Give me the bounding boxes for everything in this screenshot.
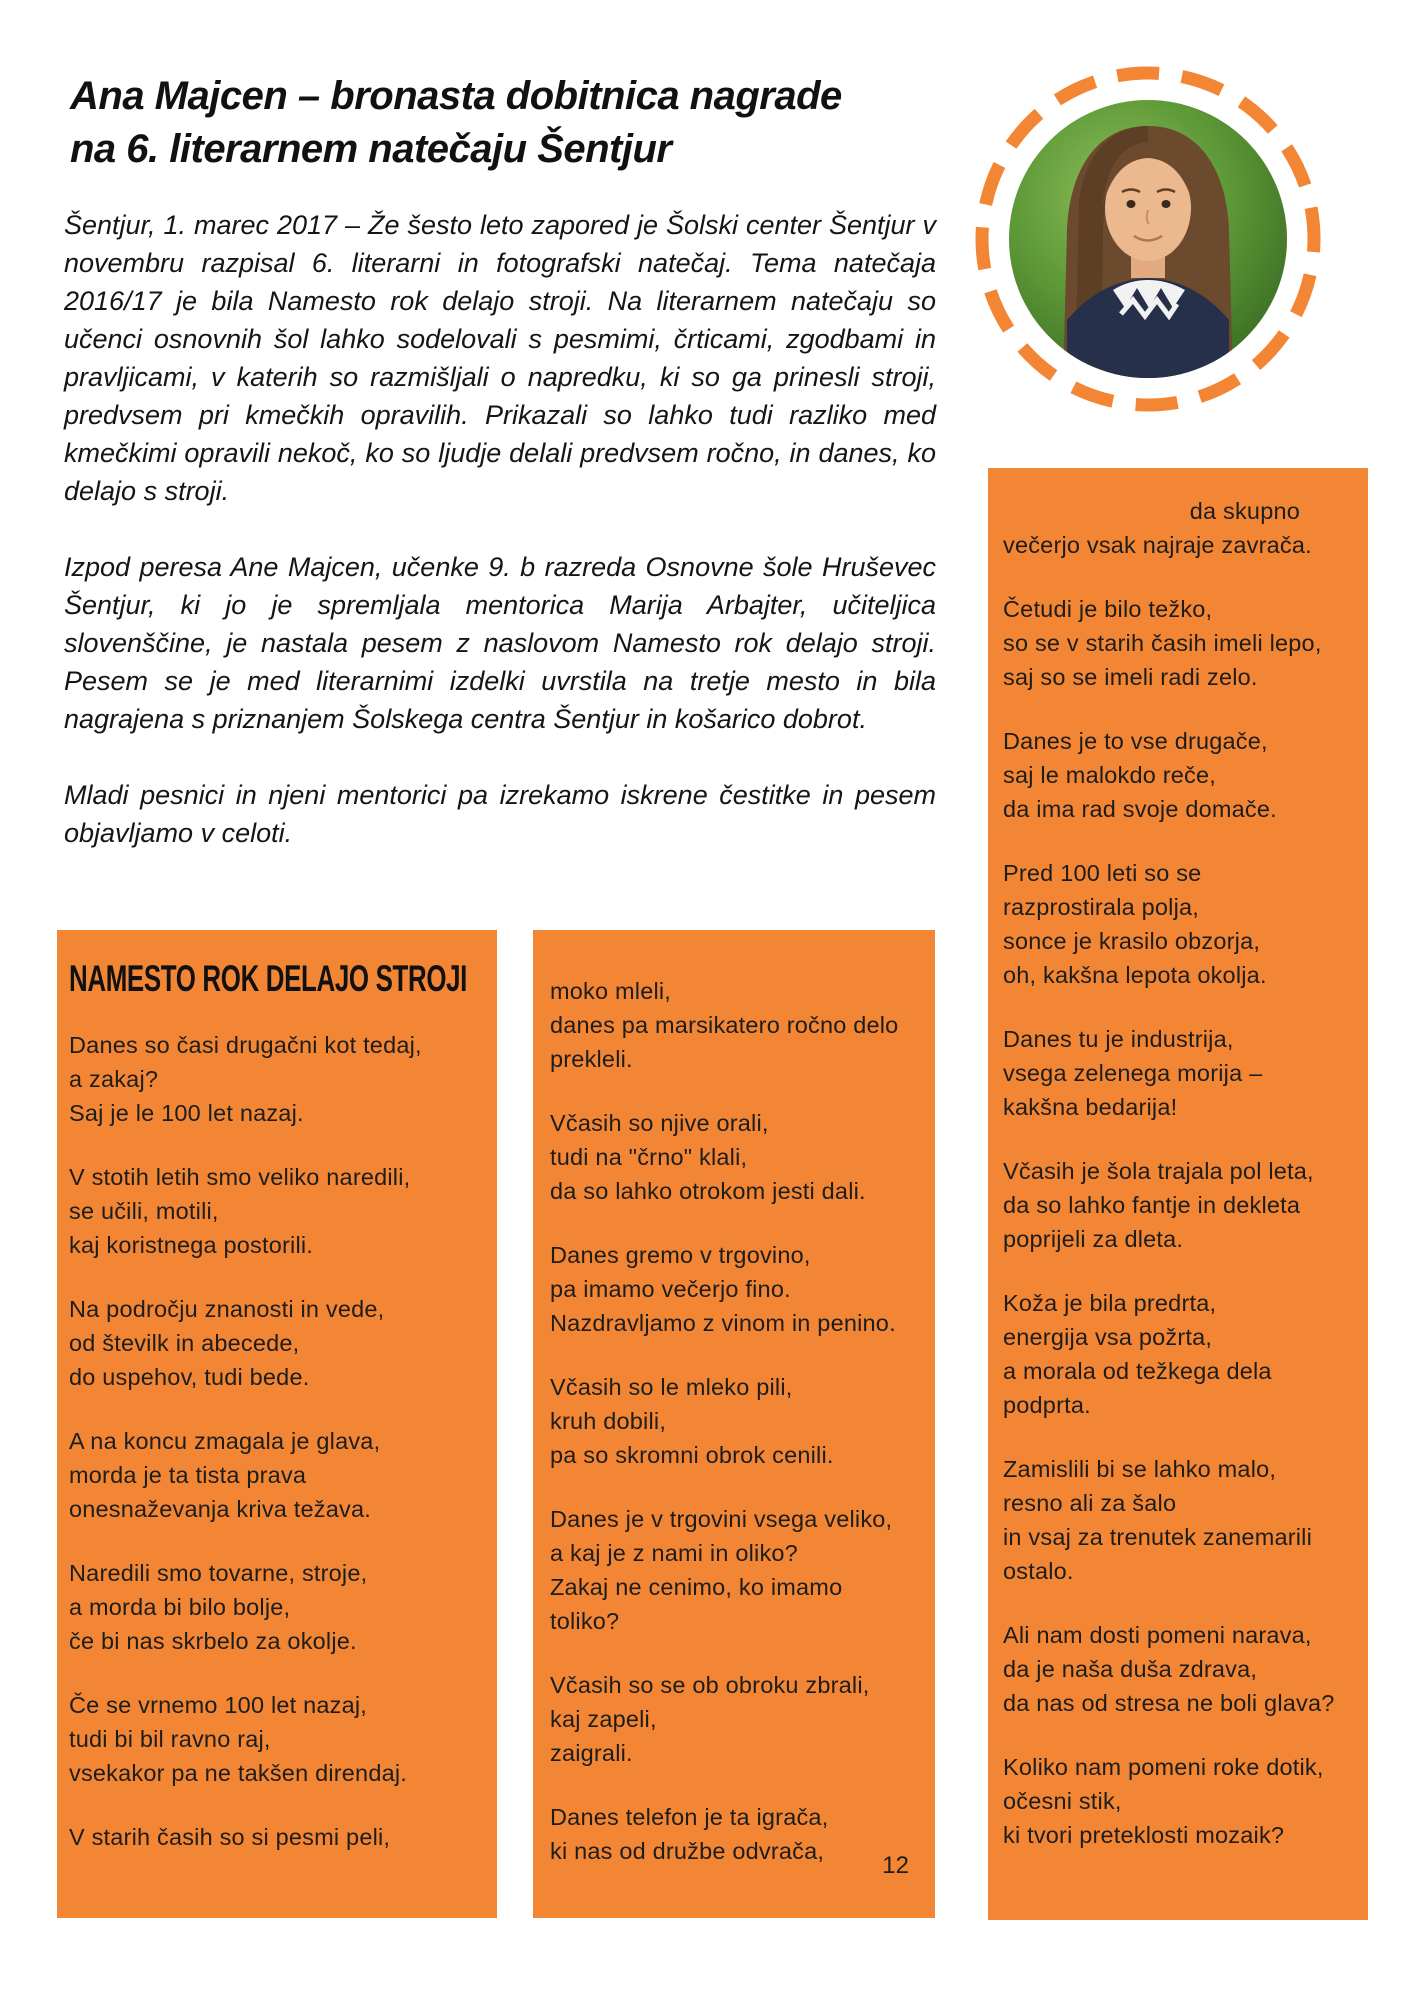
poem-line: a morala od težkega dela	[1003, 1358, 1272, 1384]
poem-line: ki nas od družbe odvrača,	[550, 1838, 825, 1864]
stanza	[550, 1370, 925, 1472]
poem-line: večerjo vsak najraje zavrača.	[1003, 532, 1312, 558]
poem-column-1	[69, 1028, 487, 1854]
poem-line: oh, kakšna lepota okolja.	[1003, 962, 1267, 988]
stanza	[1003, 494, 1356, 562]
stanza	[550, 1668, 925, 1770]
stanza	[550, 1106, 925, 1208]
stanza	[1003, 1750, 1356, 1852]
poem-line: če bi nas skrbelo za okolje.	[69, 1628, 357, 1654]
poem-line: Včasih je šola trajala pol leta,	[1003, 1158, 1314, 1184]
poem-line: morda je ta tista prava	[69, 1462, 307, 1488]
stanza	[1003, 1022, 1356, 1124]
poem-line: Danes gremo v trgovino,	[550, 1242, 811, 1268]
stanza	[1003, 856, 1356, 992]
poem-line: Danes so časi drugačni kot tedaj,	[69, 1032, 422, 1058]
page-title	[70, 70, 936, 176]
stanza	[550, 1502, 925, 1638]
poem-box-middle	[533, 930, 935, 1918]
portrait-image	[1003, 94, 1295, 386]
poem-line: da so lahko fantje in dekleta	[1003, 1192, 1301, 1218]
stanza	[1003, 1154, 1356, 1256]
poem-line: Saj je le 100 let nazaj.	[69, 1100, 304, 1126]
poem-line: in vsaj za trenutek zanemarili	[1003, 1524, 1313, 1550]
poem-line: onesnaževanja kriva težava.	[69, 1496, 371, 1522]
poem-line: ki tvori preteklosti mozaik?	[1003, 1822, 1285, 1848]
stanza	[69, 1556, 487, 1658]
poem-line: Če se vrnemo 100 let nazaj,	[69, 1692, 368, 1718]
portrait-photo	[963, 52, 1333, 422]
poem-line: A na koncu zmagala je glava,	[69, 1428, 381, 1454]
poem-line: moko mleli,	[550, 978, 672, 1004]
stanza	[550, 1800, 925, 1868]
poem-line: so se v starih časih imeli lepo,	[1003, 630, 1322, 656]
poem-line: saj so se imeli radi zelo.	[1003, 664, 1258, 690]
poem-line: podprta.	[1003, 1392, 1091, 1418]
article-paragraph: Šentjur, 1. marec 2017 – Že šesto leto zapored je Šolski center Šentjur v novembru razpisal 6. literarni in fotografski natečaj. Tema natečaja 2016/17 je bila Namesto rok delajo stroji. Na literarnem natečaju so učenci osnovnih šol lahko sodelovali s pesmimi, črticami, zgodbami in pravljicami, v katerih so razmišljali o napredku, ki so ga prinesli stroji, predvsem pri kmečkih opravilih. Prikazali so lahko tudi razliko med kmečkimi opravili nekoč, ko so ljudje delali predvsem ročno, in danes, ko delajo s stroji.	[64, 210, 936, 506]
article-paragraph: Mladi pesnici in njeni mentorici pa izrekamo iskrene čestitke in pesem objavljamo v celoti.	[64, 780, 936, 848]
poem-line: zaigrali.	[550, 1740, 633, 1766]
poem-line: Danes tu je industrija,	[1003, 1026, 1234, 1052]
poem-line: V starih časih so si pesmi peli,	[69, 1824, 391, 1850]
stanza	[69, 1160, 487, 1262]
poem-line: kaj koristnega postorili.	[69, 1232, 314, 1258]
poem-column-2	[550, 974, 925, 1868]
poem-box-right	[988, 468, 1368, 1920]
poem-line: Četudi je bilo težko,	[1003, 596, 1213, 622]
poem-line: da je naša duša zdrava,	[1003, 1656, 1258, 1682]
stanza	[69, 1688, 487, 1790]
poem-line: tudi bi bil ravno raj,	[69, 1726, 271, 1752]
poem-line: vsega zelenega morija –	[1003, 1060, 1263, 1086]
poem-line: da so lahko otrokom jesti dali.	[550, 1178, 866, 1204]
poem-line: Včasih so njive orali,	[550, 1110, 769, 1136]
poem-line: od številk in abecede,	[69, 1330, 300, 1356]
stanza	[1003, 724, 1356, 826]
poem-line: razprostirala polja,	[1003, 894, 1200, 920]
poem-line: kakšna bedarija!	[1003, 1094, 1178, 1120]
poem-line: kaj zapeli,	[550, 1706, 657, 1732]
poem-line: Včasih so se ob obroku zbrali,	[550, 1672, 870, 1698]
poem-line: Zakaj ne cenimo, ko imamo	[550, 1574, 843, 1600]
stanza	[550, 1238, 925, 1340]
poem-line: Naredili smo tovarne, stroje,	[69, 1560, 368, 1586]
poem-line: da nas od stresa ne boli glava?	[1003, 1690, 1335, 1716]
poem-line: Koliko nam pomeni roke dotik,	[1003, 1754, 1324, 1780]
poem-line: sonce je krasilo obzorja,	[1003, 928, 1261, 954]
title-line: Ana Majcen – bronasta dobitnica nagrade	[70, 74, 842, 118]
poem-line: V stotih letih smo veliko naredili,	[69, 1164, 411, 1190]
poem-line: Včasih so le mleko pili,	[550, 1374, 793, 1400]
poem-line: Nazdravljamo z vinom in penino.	[550, 1310, 896, 1336]
stanza	[1003, 1618, 1356, 1720]
poem-line: toliko?	[550, 1608, 620, 1634]
poem-line: Na področju znanosti in vede,	[69, 1296, 385, 1322]
poem-line: Ali nam dosti pomeni narava,	[1003, 1622, 1312, 1648]
title-line: na 6. literarnem natečaju Šentjur	[70, 127, 672, 171]
poem-line: vsekakor pa ne takšen direndaj.	[69, 1760, 408, 1786]
stanza	[550, 974, 925, 1076]
poem-line: prekleli.	[550, 1046, 633, 1072]
poem-line: Danes telefon je ta igrača,	[550, 1804, 829, 1830]
poem-line: do uspehov, tudi bede.	[69, 1364, 310, 1390]
poem-line: energija vsa požrta,	[1003, 1324, 1213, 1350]
stanza	[69, 1028, 487, 1130]
poem-line: Danes je to vse drugače,	[1003, 728, 1268, 754]
stanza	[69, 1820, 487, 1854]
poem-line: tudi na "črno" klali,	[550, 1144, 748, 1170]
poem-line: očesni stik,	[1003, 1788, 1122, 1814]
stanza	[1003, 592, 1356, 694]
page-number: 12	[882, 1852, 909, 1879]
stanza	[69, 1292, 487, 1394]
stanza	[69, 1424, 487, 1526]
poem-line: Danes je v trgovini vsega veliko,	[550, 1506, 893, 1532]
poem-line: a morda bi bilo bolje,	[69, 1594, 291, 1620]
poem-line: kruh dobili,	[550, 1408, 667, 1434]
stanza	[1003, 1286, 1356, 1422]
poem-line: da skupno	[1189, 498, 1300, 524]
poem-line: Zamislili bi se lahko malo,	[1003, 1456, 1277, 1482]
poem-box-left	[57, 930, 497, 1918]
poem-title: NAMESTO ROK DELAJO STROJI	[69, 958, 468, 999]
stanza	[1003, 1452, 1356, 1588]
poem-line: ostalo.	[1003, 1558, 1074, 1584]
poem-line: Pred 100 leti so se	[1003, 860, 1202, 886]
poem-line: saj le malokdo reče,	[1003, 762, 1216, 788]
poem-column-3	[1003, 494, 1356, 1852]
portrait-photo-graphic	[963, 52, 1333, 422]
poem-line: pa imamo večerjo fino.	[550, 1276, 791, 1302]
article-paragraph: Izpod peresa Ane Majcen, učenke 9. b razreda Osnovne šole Hruševec Šentjur, ki jo je spremljala mentorica Marija Arbajter, učiteljica slovenščine, je nastala pesem z naslovom Namesto rok delajo stroji. Pesem se je med literarnimi izdelki uvrstila na tretje mesto in bila nagrajena s priznanjem Šolskega centra Šentjur in košarico dobrot.	[64, 552, 936, 734]
poem-line: poprijeli za dleta.	[1003, 1226, 1184, 1252]
poem-line: danes pa marsikatero ročno delo	[550, 1012, 899, 1038]
article	[64, 70, 936, 890]
poem-line: a zakaj?	[69, 1066, 159, 1092]
poem-line: da ima rad svoje domače.	[1003, 796, 1277, 822]
poem-line: se učili, motili,	[69, 1198, 219, 1224]
poem-line: resno ali za šalo	[1003, 1490, 1177, 1516]
article-body	[64, 206, 936, 852]
poem-line: a kaj je z nami in oliko?	[550, 1540, 798, 1566]
poem-line: Koža je bila predrta,	[1003, 1290, 1217, 1316]
poem-line: pa so skromni obrok cenili.	[550, 1442, 834, 1468]
